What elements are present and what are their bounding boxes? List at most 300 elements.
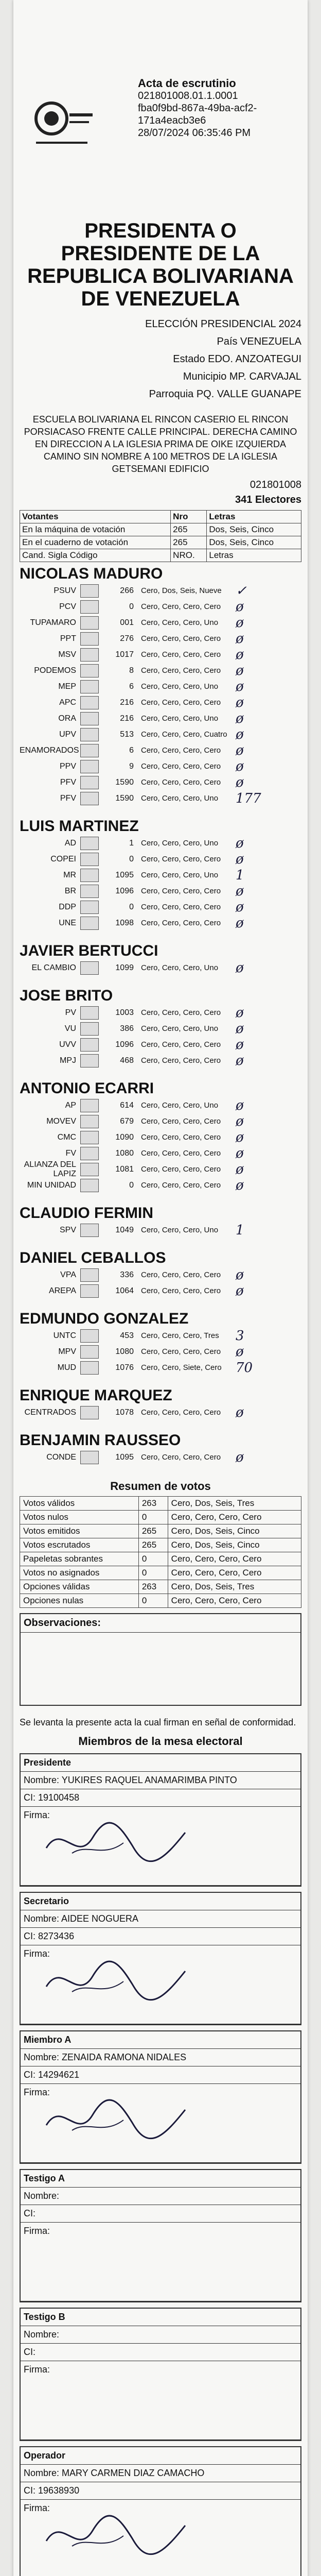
party-votes: 6 (129, 745, 134, 755)
member-signature (21, 1807, 300, 1886)
member-box (20, 2446, 301, 2576)
party-votes: 336 (120, 1270, 134, 1279)
summary-row (20, 1552, 301, 1566)
party-votes: 1081 (115, 1164, 134, 1174)
party-votes-letters: Cero, Cero, Cero, Cero (141, 650, 221, 659)
party-row (20, 599, 301, 615)
party-sigla: MUD (57, 1363, 76, 1372)
summary-cell: Votos emitidos (20, 1524, 139, 1538)
party-row (20, 790, 301, 806)
member-name: Nombre: (21, 2326, 300, 2344)
party-logo (80, 1099, 99, 1112)
party-votes: 1080 (115, 1148, 134, 1158)
party-logo (80, 696, 99, 709)
handwritten-mark: ø (236, 1097, 244, 1113)
party-votes: 453 (120, 1331, 134, 1340)
member-role: Operador (21, 2447, 300, 2465)
party-votes-letters: Cero, Cero, Cero, Cero (141, 1347, 221, 1356)
party-row (20, 1344, 301, 1360)
party-sigla: COPEI (50, 854, 76, 863)
party-row (20, 1360, 301, 1376)
party-votes-letters: Cero, Cero, Siete, Cero (141, 1363, 222, 1372)
party-row (20, 615, 301, 631)
candidate-name: EDMUNDO GONZALEZ (20, 1310, 189, 1327)
party-logo (80, 885, 99, 898)
handwritten-mark: 177 (236, 790, 261, 806)
party-votes: 6 (129, 682, 134, 691)
party-sigla: VPA (60, 1270, 76, 1279)
handwritten-mark: ø (236, 774, 244, 790)
summary-title: Resumen de votos (110, 1480, 211, 1493)
party-sigla: BR (64, 886, 76, 895)
summary-cell: Opciones válidas (20, 1580, 139, 1594)
party-sigla: MIN UNIDAD (27, 1180, 76, 1190)
member-firma-label: Firma: (24, 2503, 50, 2513)
summary-cell: Votos no asignados (20, 1566, 139, 1580)
member-role: Testigo A (21, 2170, 300, 2188)
candidate-name: BENJAMIN RAUSSEO (20, 1432, 181, 1449)
party-votes: 0 (129, 854, 134, 863)
handwritten-mark: ø (236, 1161, 244, 1177)
handwritten-mark: ø (236, 1129, 244, 1145)
party-votes-letters: Cero, Cero, Cero, Uno (141, 963, 219, 972)
party-logo (80, 760, 99, 773)
party-votes: 1090 (115, 1132, 134, 1142)
party-row (20, 1267, 301, 1283)
handwritten-mark: ø (236, 726, 244, 742)
handwritten-mark: ø (236, 1145, 244, 1161)
election-name: ELECCIÓN PRESIDENCIAL 2024 (145, 318, 301, 330)
party-votes-letters: Cero, Cero, Cero, Uno (141, 839, 219, 848)
party-votes: 8 (129, 666, 134, 675)
party-row (20, 679, 301, 694)
summary-cell: Cero, Cero, Cero, Cero (168, 1511, 301, 1524)
party-sigla: UNTC (53, 1331, 76, 1340)
party-logo (80, 728, 99, 741)
signature-scribble (41, 1812, 195, 1869)
party-votes: 1096 (115, 1040, 134, 1049)
party-votes: 1098 (115, 918, 134, 927)
party-sigla: VU (64, 1024, 76, 1033)
party-votes-letters: Cero, Cero, Cero, Cero (141, 762, 221, 771)
summary-cell: 0 (138, 1594, 168, 1608)
party-votes-letters: Cero, Cero, Cero, Cero (141, 1040, 221, 1049)
party-sigla: CENTRADOS (24, 1408, 76, 1417)
party-row (20, 710, 301, 726)
col-codigo: Código (69, 550, 98, 560)
party-votes-letters: Cero, Cero, Cero, Cero (141, 1286, 221, 1295)
party-sigla: MR (63, 870, 76, 879)
party-votes-letters: Cero, Cero, Cero, Uno (141, 1101, 219, 1110)
party-sigla: MOVEV (46, 1116, 76, 1126)
handwritten-mark: ø (236, 1267, 244, 1283)
party-votes-letters: Cero, Cero, Cero, Uno (141, 871, 219, 879)
member-box (20, 1892, 301, 2025)
country: País VENEZUELA (217, 336, 301, 347)
member-name: Nombre: YUKIRES RAQUEL ANAMARIMBA PINTO (21, 1772, 300, 1789)
party-logo (80, 680, 99, 693)
handwritten-mark: ø (236, 742, 244, 758)
summary-cell: Cero, Cero, Cero, Cero (168, 1566, 301, 1580)
member-name: Nombre: AIDEE NOGUERA (21, 1910, 300, 1928)
party-row (20, 960, 301, 976)
member-firma-label: Firma: (24, 1810, 50, 1820)
party-sigla: APC (59, 698, 76, 707)
party-votes: 614 (120, 1100, 134, 1110)
party-votes: 1095 (115, 870, 134, 879)
member-box (20, 2308, 301, 2441)
cne-logo (26, 93, 98, 155)
candidate-name: ANTONIO ECARRI (20, 1080, 154, 1097)
summary-cell: 263 (138, 1580, 168, 1594)
election-title: PRESIDENTA O PRESIDENTE DE LA REPUBLICA BOLIVARIANA DE VENEZUELA (27, 219, 294, 310)
party-votes: 679 (120, 1116, 134, 1126)
party-votes-letters: Cero, Cero, Cero, Cero (141, 1270, 221, 1279)
acta-code: 021801008.01.1.0001 (138, 90, 238, 101)
party-votes: 1095 (115, 1452, 134, 1462)
party-logo (80, 1038, 99, 1052)
party-logo (80, 1131, 99, 1144)
member-signature (21, 2500, 300, 2576)
party-row (20, 758, 301, 774)
party-logo (80, 1115, 99, 1128)
party-row (20, 851, 301, 867)
party-votes-letters: Cero, Cero, Cero, Cero (141, 919, 221, 927)
party-row (20, 1283, 301, 1299)
member-signature (21, 1945, 300, 2024)
summary-cell: Votos válidos (20, 1497, 139, 1511)
party-votes-letters: Cero, Cero, Cero, Cero (141, 1165, 221, 1174)
col-nro: NRO. (171, 549, 207, 562)
party-votes: 1049 (115, 1225, 134, 1234)
summary-cell: Papeletas sobrantes (20, 1552, 139, 1566)
party-sigla: MSV (58, 650, 76, 659)
party-votes-letters: Cero, Cero, Cero, Cero (141, 1117, 221, 1126)
summary-cell: Cero, Dos, Seis, Tres (168, 1580, 301, 1594)
member-ci: CI: 14294621 (21, 2066, 300, 2084)
voters-head-1: Nro (171, 511, 207, 523)
party-votes-letters: Cero, Cero, Cero, Cero (141, 698, 221, 707)
member-name: Nombre: (21, 2188, 300, 2205)
party-votes-letters: Cero, Cero, Cero, Tres (141, 1331, 219, 1340)
party-row (20, 1097, 301, 1113)
summary-cell: Cero, Cero, Cero, Cero (168, 1552, 301, 1566)
party-sigla: PV (65, 1008, 76, 1017)
party-row (20, 1145, 301, 1161)
party-row (20, 867, 301, 883)
handwritten-mark: ø (236, 663, 244, 679)
party-logo (80, 792, 99, 805)
summary-cell: Cero, Dos, Seis, Cinco (168, 1538, 301, 1552)
summary-row (20, 1580, 301, 1594)
center-code: 021801008 (249, 479, 301, 490)
state: Estado EDO. ANZOATEGUI (173, 353, 301, 365)
col-head (20, 549, 171, 562)
party-votes-letters: Cero, Cero, Cero, Cero (141, 887, 221, 895)
party-logo (80, 1361, 99, 1375)
candidates-list (20, 565, 301, 1473)
handwritten-mark: ø (236, 679, 244, 694)
party-votes-letters: Cero, Cero, Cero, Uno (141, 1226, 219, 1234)
handwritten-mark: ø (236, 647, 244, 663)
party-sigla: MEP (58, 682, 76, 691)
candidate-name: LUIS MARTINEZ (20, 818, 139, 835)
party-votes-letters: Cero, Cero, Cero, Cero (141, 778, 221, 787)
handwritten-mark: ø (236, 1113, 244, 1129)
party-sigla: PODEMOS (34, 666, 76, 675)
voters-cell: En la máquina de votación (20, 523, 171, 536)
party-logo (80, 1147, 99, 1160)
handwritten-mark: ø (236, 851, 244, 867)
voters-head-0: Votantes (20, 511, 171, 523)
parish: Parroquia PQ. VALLE GUANAPE (149, 388, 301, 400)
members-list (20, 1753, 301, 2576)
party-row (20, 663, 301, 679)
party-votes-letters: Cero, Cero, Cero, Cero (141, 634, 221, 643)
voters-cell: 265 (171, 536, 207, 549)
party-votes: 386 (120, 1024, 134, 1033)
party-row (20, 1222, 301, 1238)
party-logo (80, 1163, 99, 1176)
party-votes: 1590 (115, 777, 134, 787)
party-votes: 1590 (115, 793, 134, 803)
party-votes-letters: Cero, Cero, Cero, Uno (141, 682, 219, 691)
col-letras: Letras (207, 549, 301, 562)
member-firma-label: Firma: (24, 2364, 50, 2375)
voters-head-2: Letras (207, 511, 301, 523)
party-row (20, 1005, 301, 1021)
party-logo (80, 1268, 99, 1282)
party-votes: 216 (120, 714, 134, 723)
member-name: Nombre: MARY CARMEN DIAZ CAMACHO (21, 2465, 300, 2482)
party-votes-letters: Cero, Cero, Cero, Cero (141, 1408, 221, 1417)
party-row (20, 1449, 301, 1465)
voters-cell: 265 (171, 523, 207, 536)
party-row (20, 835, 301, 851)
member-role: Miembro A (21, 2031, 300, 2049)
party-row (20, 1404, 301, 1420)
member-role: Testigo B (21, 2309, 300, 2326)
party-votes: 1099 (115, 963, 134, 972)
party-sigla: FV (65, 1148, 76, 1158)
party-row (20, 1177, 301, 1193)
member-signature (21, 2361, 300, 2440)
party-logo (80, 584, 99, 598)
acta-receipt (13, 0, 308, 2576)
party-sigla: CMC (57, 1132, 76, 1142)
party-votes: 468 (120, 1056, 134, 1065)
party-votes-letters: Cero, Cero, Cero, Cero (141, 1008, 221, 1017)
members-title: Miembros de la mesa electoral (78, 1735, 243, 1748)
party-logo (80, 712, 99, 725)
member-box (20, 2169, 301, 2302)
party-logo (80, 776, 99, 789)
summary-cell: 263 (138, 1497, 168, 1511)
candidate-name: DANIEL CEBALLOS (20, 1249, 166, 1266)
party-votes: 9 (129, 761, 134, 771)
member-firma-label: Firma: (24, 2087, 50, 2097)
party-logo (80, 744, 99, 757)
summary-cell: Votos escrutados (20, 1538, 139, 1552)
summary-cell: 0 (138, 1511, 168, 1524)
municipality: Municipio MP. CARVAJAL (183, 371, 301, 382)
summary-row (20, 1524, 301, 1538)
party-row (20, 883, 301, 899)
party-row (20, 742, 301, 758)
party-row (20, 899, 301, 915)
party-votes-letters: Cero, Cero, Cero, Cero (141, 1181, 221, 1190)
party-logo (80, 1022, 99, 1036)
summary-cell: Cero, Cero, Cero, Cero (168, 1594, 301, 1608)
handwritten-mark: 3 (236, 1328, 244, 1344)
party-sigla: AREPA (48, 1286, 76, 1295)
candidate-name: JOSE BRITO (20, 987, 113, 1004)
party-votes: 1003 (115, 1008, 134, 1017)
party-votes: 1080 (115, 1347, 134, 1356)
member-box (20, 1753, 301, 1887)
handwritten-mark: ø (236, 960, 244, 976)
member-box (20, 2030, 301, 2164)
party-votes-letters: Cero, Cero, Cero, Cuatro (141, 730, 227, 739)
party-sigla: EL CAMBIO (31, 963, 76, 972)
handwritten-mark: 70 (236, 1360, 253, 1376)
observations-label: Observaciones: (21, 1614, 300, 1633)
party-logo (80, 632, 99, 646)
handwritten-mark: ø (236, 758, 244, 774)
summary-row (20, 1566, 301, 1580)
party-row (20, 915, 301, 931)
handwritten-mark: ø (236, 1404, 244, 1420)
party-votes: 0 (129, 602, 134, 611)
handwritten-mark: ø (236, 615, 244, 631)
voters-cell: Dos, Seis, Cinco (207, 523, 301, 536)
party-row (20, 1161, 301, 1177)
signature-scribble (41, 2089, 195, 2146)
party-votes-letters: Cero, Cero, Cero, Cero (141, 602, 221, 611)
party-logo (80, 1224, 99, 1237)
party-row (20, 1021, 301, 1037)
summary-cell: 0 (138, 1566, 168, 1580)
party-votes-letters: Cero, Cero, Cero, Uno (141, 1024, 219, 1033)
party-logo (80, 1006, 99, 1020)
summary-row (20, 1594, 301, 1608)
handwritten-mark: ø (236, 835, 244, 851)
party-votes-letters: Cero, Cero, Cero, Cero (141, 855, 221, 863)
summary-row (20, 1497, 301, 1511)
member-ci: CI: 19638930 (21, 2482, 300, 2500)
col-cand: Cand. (22, 550, 46, 560)
party-sigla: CONDE (46, 1452, 76, 1462)
party-logo (80, 1451, 99, 1464)
party-logo (80, 648, 99, 662)
member-signature (21, 2084, 300, 2163)
party-votes: 266 (120, 586, 134, 595)
party-sigla: PCV (59, 602, 76, 611)
summary-cell: 265 (138, 1538, 168, 1552)
party-sigla: DDP (59, 902, 76, 911)
party-votes: 276 (120, 634, 134, 643)
party-votes: 1076 (115, 1363, 134, 1372)
party-votes-letters: Cero, Cero, Cero, Cero (141, 1453, 221, 1462)
acta-title: Acta de escrutinio (138, 77, 236, 90)
handwritten-mark: ø (236, 899, 244, 915)
party-votes: 0 (129, 1180, 134, 1190)
handwritten-mark: ø (236, 710, 244, 726)
handwritten-mark: ø (236, 599, 244, 615)
party-row (20, 726, 301, 742)
handwritten-mark: ø (236, 1344, 244, 1360)
party-sigla: PFV (60, 777, 76, 787)
party-sigla: UPV (59, 730, 76, 739)
party-logo (80, 1179, 99, 1192)
party-row (20, 1053, 301, 1069)
party-logo (80, 600, 99, 614)
summary-cell: Votos nulos (20, 1511, 139, 1524)
party-logo (80, 1345, 99, 1359)
party-logo (80, 961, 99, 975)
party-votes: 1096 (115, 886, 134, 895)
party-votes-letters: Cero, Cero, Cero, Cero (141, 746, 221, 755)
summary-cell: Opciones nulas (20, 1594, 139, 1608)
party-sigla: PPV (59, 761, 76, 771)
party-logo (80, 1329, 99, 1343)
member-firma-label: Firma: (24, 2226, 50, 2236)
summary-row (20, 1538, 301, 1552)
candidate-name: CLAUDIO FERMIN (20, 1205, 153, 1222)
voters-table (20, 510, 301, 562)
party-row (20, 1129, 301, 1145)
party-votes-letters: Cero, Cero, Cero, Uno (141, 794, 219, 803)
school-address: ESCUELA BOLIVARIANA EL RINCON CASERIO EL RINCON PORSIACASO FRENTE CALLE PRINCIPAL. DERECHA CAMINO EN DIRECCION A LA IGLESIA PRIMA DE OIKE IZQUIERDA CAMINO SIN NOMBRE A 100 METROS DE LA IGLESIA GETSEMANI EDIFICIO (24, 414, 297, 474)
party-row (20, 774, 301, 790)
party-sigla: ALIANZA DEL LAPIZ (24, 1160, 76, 1178)
handwritten-mark: ø (236, 1283, 244, 1299)
party-votes-letters: Cero, Cero, Cero, Cero (141, 1149, 221, 1158)
party-logo (80, 869, 99, 882)
party-sigla: ORA (58, 714, 76, 723)
party-votes: 1078 (115, 1408, 134, 1417)
candidate-name: ENRIQUE MARQUEZ (20, 1387, 172, 1404)
summary-cell: 0 (138, 1552, 168, 1566)
party-sigla: PFV (60, 793, 76, 803)
party-logo (80, 1054, 99, 1067)
party-logo (80, 1406, 99, 1419)
party-votes-letters: Cero, Dos, Seis, Nueve (141, 586, 222, 595)
member-name: Nombre: ZENAIDA RAMONA NIDALES (21, 2049, 300, 2066)
party-logo (80, 616, 99, 630)
party-row (20, 583, 301, 599)
col-sigla: Sigla (48, 550, 67, 560)
member-ci: CI: 8273436 (21, 1928, 300, 1945)
summary-cell: 265 (138, 1524, 168, 1538)
party-logo (80, 853, 99, 866)
acta-hash: fba0f9bd-867a-49ba-acf2-171a4eacb3e6 (138, 103, 257, 126)
summary-cell: Cero, Dos, Seis, Cinco (168, 1524, 301, 1538)
party-logo (80, 837, 99, 850)
party-sigla: UNE (59, 918, 76, 927)
party-votes: 513 (120, 730, 134, 739)
party-votes-letters: Cero, Cero, Cero, Cero (141, 666, 221, 675)
party-logo (80, 917, 99, 930)
handwritten-mark: ø (236, 1005, 244, 1021)
party-sigla: MPJ (60, 1056, 76, 1065)
handwritten-mark: ✓ (236, 583, 247, 599)
party-sigla: AD (64, 838, 76, 848)
member-ci: CI: (21, 2344, 300, 2361)
candidate-name: NICOLAS MADURO (20, 565, 163, 582)
party-votes-letters: Cero, Cero, Cero, Cero (141, 1056, 221, 1065)
party-logo (80, 901, 99, 914)
